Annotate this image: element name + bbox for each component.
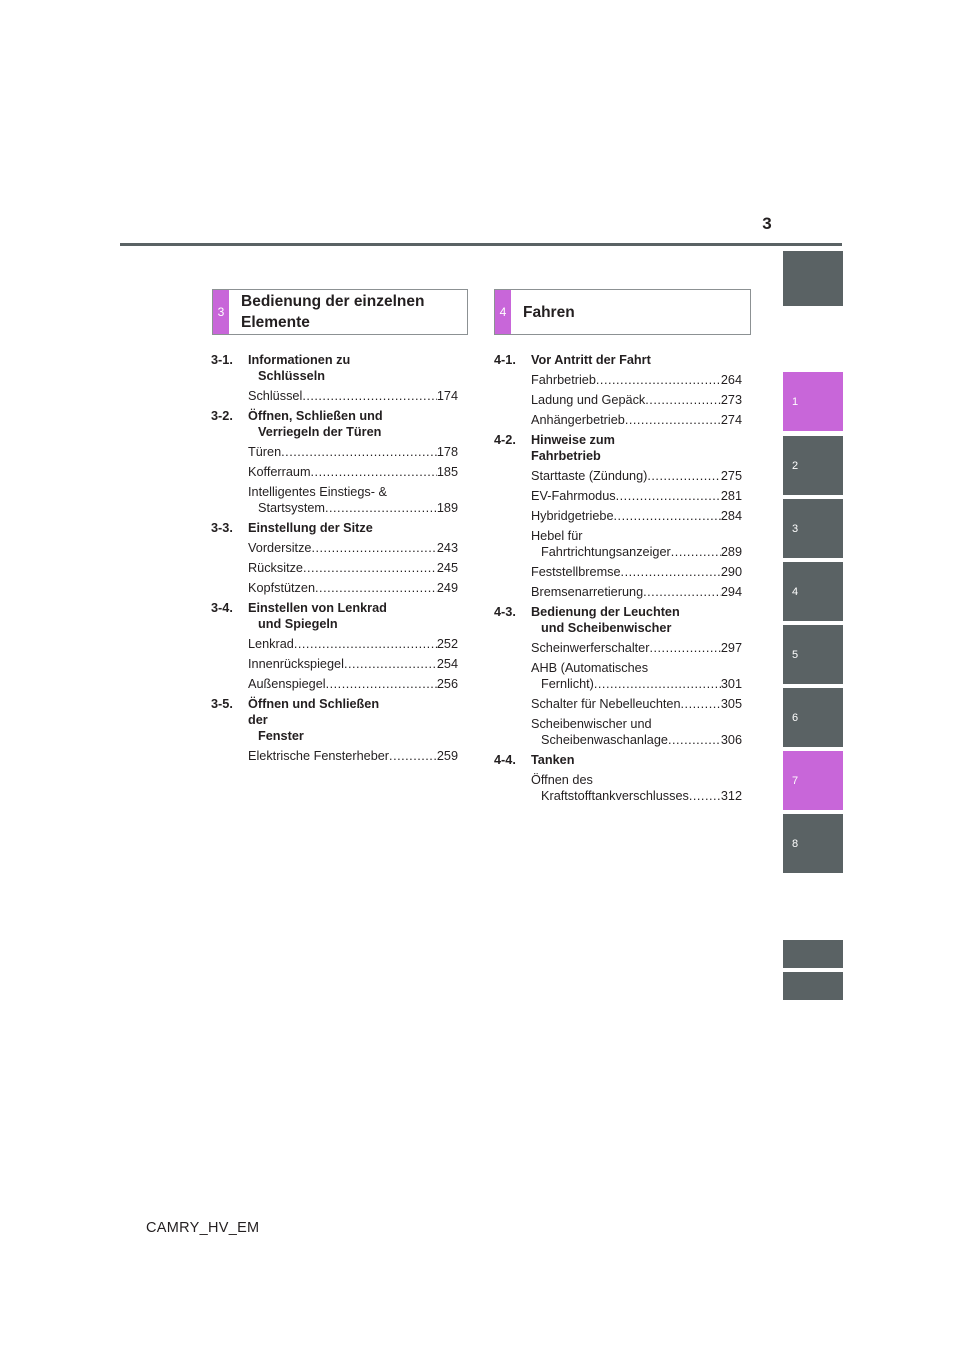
chapter-number: 3-3. [211, 521, 233, 535]
page-ref: 259 [436, 749, 458, 763]
page-ref: 275 [720, 469, 742, 483]
toc-entry[interactable] [531, 696, 742, 712]
entry-title: AHB (Automatisches [531, 661, 649, 675]
toc-entry[interactable] [248, 676, 458, 692]
entry-title: Rücksitze [248, 561, 303, 575]
dot-leader [681, 696, 721, 712]
page-ref: 256 [436, 677, 458, 691]
toc-entry[interactable] [531, 584, 742, 600]
dot-leader [647, 468, 720, 484]
dot-leader [649, 640, 720, 656]
entry-title: Kraftstofftankverschlusses [541, 789, 689, 803]
dot-leader [281, 444, 437, 460]
toc-entry[interactable] [248, 656, 458, 672]
page-ref: 274 [720, 413, 742, 427]
entry-title: Fahrbetrieb [531, 373, 596, 387]
page-ref: 264 [720, 373, 742, 387]
dot-leader [311, 464, 437, 480]
chapter-title: Hinweise zum Fahrbetrieb [531, 433, 615, 463]
page-ref: 301 [720, 677, 742, 691]
toc-entry[interactable] [531, 508, 742, 524]
page-ref: 273 [720, 393, 742, 407]
page-number: 3 [762, 214, 772, 233]
entry-title: Fahrtrichtungsanzeiger [541, 545, 671, 559]
dot-leader [689, 788, 721, 804]
dot-leader [671, 544, 721, 560]
toc-entry[interactable] [248, 388, 458, 404]
toc-entry[interactable] [531, 488, 742, 504]
entry-title: Schalter für Nebelleuchten [531, 697, 681, 711]
chapter-title: Vor Antritt der Fahrt [531, 353, 651, 367]
chapter-tab-1[interactable]: 1 [783, 372, 843, 431]
entry-title: Feststellbremse [531, 565, 621, 579]
section-number: 3 [213, 290, 229, 334]
chapter-title: Einstellen von Lenkrad und Spiegeln [248, 601, 387, 631]
entry-title: Starttaste (Zündung) [531, 469, 648, 483]
page-ref: 245 [436, 561, 458, 575]
dot-leader [594, 676, 721, 692]
dot-leader [596, 372, 721, 388]
dot-leader [645, 392, 721, 408]
entry-title: Lenkrad [248, 637, 294, 651]
toc-entry[interactable] [531, 660, 742, 692]
toc-entry[interactable] [531, 468, 742, 484]
page-ref: 290 [720, 565, 742, 579]
toc-entry[interactable] [531, 372, 742, 388]
chapter-tab-2[interactable]: 2 [783, 436, 843, 495]
dot-leader [616, 488, 721, 504]
chapter-tab-6[interactable]: 6 [783, 688, 843, 747]
page-ref: 289 [720, 545, 742, 559]
page-ref: 249 [436, 581, 458, 595]
entry-title: Öffnen des [531, 773, 593, 787]
page-ref: 254 [436, 657, 458, 671]
dot-leader [621, 564, 721, 580]
toc-chapter[interactable] [494, 432, 742, 464]
entry-title: Fernlicht) [541, 677, 594, 691]
chapter-tab-5[interactable]: 5 [783, 625, 843, 684]
dot-leader [303, 560, 437, 576]
chapter-tab-blank[interactable] [783, 972, 843, 1000]
toc-chapter[interactable] [211, 600, 458, 632]
document-code: CAMRY_HV_EM [146, 1220, 260, 1236]
entry-title: Innenrückspiegel [248, 657, 344, 671]
chapter-title: Informationen zu Schlüsseln [248, 353, 351, 383]
entry-title: Startsystem [258, 501, 325, 515]
toc-entry[interactable] [531, 392, 742, 408]
page-ref: 294 [720, 585, 742, 599]
toc-entry[interactable] [531, 564, 742, 580]
chapter-number: 3-5. [211, 697, 233, 711]
page-ref: 281 [720, 489, 742, 503]
entry-title: Scheibenwaschanlage [541, 733, 668, 747]
page-ref: 185 [436, 465, 458, 479]
toc-left-column [211, 352, 458, 768]
page-ref: 252 [436, 637, 458, 651]
chapter-tab-7[interactable]: 7 [783, 751, 843, 810]
section-number: 4 [495, 290, 511, 334]
entry-title: EV-Fahrmodus [531, 489, 616, 503]
entry-title: Anhängerbetrieb [531, 413, 625, 427]
toc-entry[interactable] [531, 412, 742, 428]
toc-entry[interactable] [248, 748, 458, 764]
entry-title: Ladung und Gepäck [531, 393, 646, 407]
chapter-tab-blank[interactable] [783, 251, 843, 306]
chapter-title: Öffnen und Schließen der Fenster [248, 697, 380, 743]
toc-entry[interactable] [531, 716, 742, 748]
entry-title: Schlüssel [248, 389, 303, 403]
page-ref: 189 [436, 501, 458, 515]
page-ref: 297 [720, 641, 742, 655]
chapter-number: 3-2. [211, 409, 233, 423]
chapter-number: 4-2. [494, 433, 516, 447]
page-ref: 306 [720, 733, 742, 747]
dot-leader [311, 540, 436, 556]
entry-title: Vordersitze [248, 541, 312, 555]
toc-chapter[interactable] [211, 408, 458, 440]
chapter-tab-8[interactable]: 8 [783, 814, 843, 873]
toc-entry[interactable] [531, 640, 742, 656]
dot-leader [294, 636, 437, 652]
entry-title: Scheibenwischer und [531, 717, 652, 731]
entry-title: Intelligentes Einstiegs- & [248, 485, 387, 499]
dot-leader [668, 732, 721, 748]
entry-title: Kofferraum [248, 465, 311, 479]
dot-leader [344, 656, 437, 672]
toc-chapter[interactable] [211, 520, 458, 536]
toc-entry[interactable] [248, 464, 458, 480]
toc-chapter[interactable] [494, 752, 742, 768]
page-ref: 312 [720, 789, 742, 803]
section-title: Bedienung der einzelnen Elemente [241, 293, 425, 331]
entry-title: Kopfstützen [248, 581, 316, 595]
entry-title: Elektrische Fensterheber [248, 749, 390, 763]
toc-entry[interactable] [248, 560, 458, 576]
chapter-title: Tanken [531, 753, 575, 767]
toc-right-column [494, 352, 742, 808]
toc-chapter[interactable] [211, 352, 458, 384]
dot-leader [625, 412, 721, 428]
section-header-4 [494, 289, 751, 335]
dot-leader [326, 676, 437, 692]
header-rule [120, 243, 842, 246]
toc-chapter[interactable] [494, 352, 742, 368]
chapter-number: 3-1. [211, 353, 233, 367]
chapter-tab-blank[interactable] [783, 940, 843, 968]
dot-leader [643, 584, 721, 600]
dot-leader [302, 388, 437, 404]
page-ref: 178 [436, 445, 458, 459]
entry-title: Türen [248, 445, 282, 459]
entry-title: Hebel für [531, 529, 583, 543]
chapter-number: 4-1. [494, 353, 516, 367]
toc-entry[interactable] [531, 772, 742, 804]
entry-title: Scheinwerferschalter [531, 641, 650, 655]
page-ref: 305 [720, 697, 742, 711]
dot-leader [389, 748, 437, 764]
toc-chapter[interactable] [494, 604, 742, 636]
toc-chapter[interactable] [211, 696, 458, 744]
section-title: Fahren [523, 303, 575, 321]
toc-entry[interactable] [248, 540, 458, 556]
toc-entry[interactable] [248, 580, 458, 596]
dot-leader [325, 500, 437, 516]
entry-title: Außenspiegel [248, 677, 326, 691]
chapter-number: 3-4. [211, 601, 233, 615]
chapter-title: Einstellung der Sitze [248, 521, 373, 535]
toc-entry[interactable] [248, 444, 458, 460]
chapter-title: Öffnen, Schließen und Verriegeln der Türen [248, 409, 383, 439]
dot-leader [614, 508, 721, 524]
chapter-title: Bedienung der Leuchten und Scheibenwischer [531, 605, 680, 635]
chapter-number: 4-4. [494, 753, 516, 767]
chapter-tab-3[interactable]: 3 [783, 499, 843, 558]
section-header-3 [212, 289, 468, 335]
entry-title: Bremsenarretierung [531, 585, 644, 599]
entry-title: Hybridgetriebe [531, 509, 614, 523]
chapter-tab-4[interactable]: 4 [783, 562, 843, 621]
toc-entry[interactable] [248, 484, 458, 516]
toc-entry[interactable] [248, 636, 458, 652]
page-ref: 284 [720, 509, 742, 523]
toc-entry[interactable] [531, 528, 742, 560]
page-ref: 174 [436, 389, 458, 403]
dot-leader [315, 580, 437, 596]
page-ref: 243 [436, 541, 458, 555]
chapter-number: 4-3. [494, 605, 516, 619]
